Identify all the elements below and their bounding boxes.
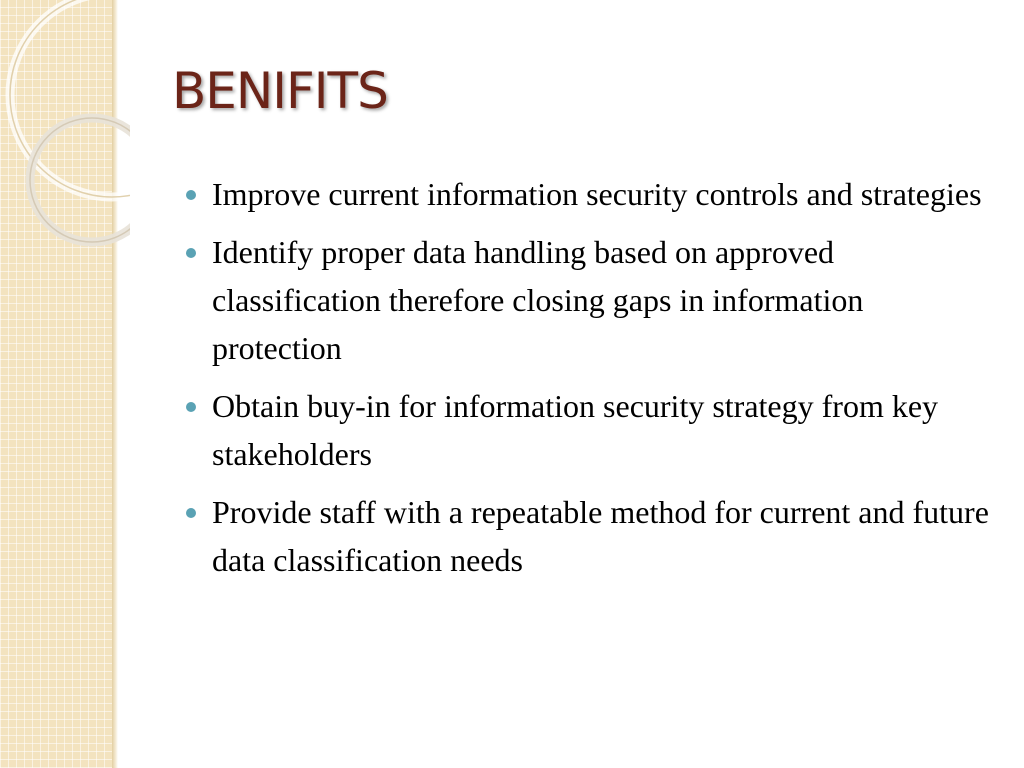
list-item [184, 488, 996, 584]
bullet-text: Provide staff with a repeatable method for current and future data classification needs [212, 494, 989, 578]
list-item [184, 170, 996, 218]
bullet-dot-icon [186, 248, 196, 258]
bullet-dot-icon [186, 190, 196, 200]
decorative-rings [0, 0, 130, 270]
list-item [184, 228, 996, 372]
bullet-text: Identify proper data handling based on approved classification therefore closing gaps in information protection [212, 234, 864, 366]
bullet-dot-icon [186, 508, 196, 518]
bullet-list [184, 170, 996, 594]
list-item [184, 382, 996, 478]
decorative-ring-small [30, 118, 130, 242]
bullet-dot-icon [186, 402, 196, 412]
bullet-text: Improve current information security controls and strategies [212, 176, 982, 212]
slide-title: BENIFITS [172, 62, 388, 120]
bullet-text: Obtain buy-in for information security strategy from key stakeholders [212, 388, 939, 472]
